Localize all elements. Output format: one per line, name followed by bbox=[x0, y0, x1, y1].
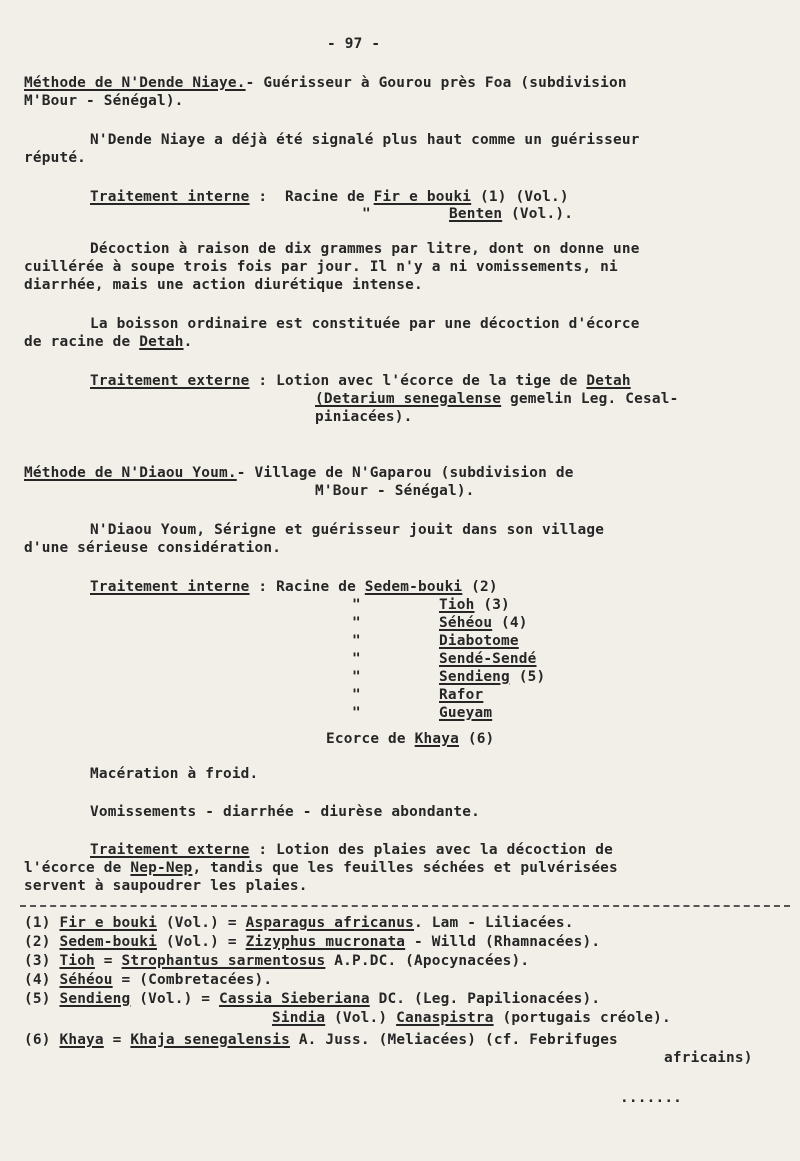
footnote-6-sci: Khaja senegalensis bbox=[130, 1032, 290, 1048]
method2-root-5-name: Sendieng bbox=[439, 669, 510, 685]
method1-external-line3: piniacées). bbox=[315, 409, 413, 425]
method2-root-6-name: Rafor bbox=[439, 687, 484, 703]
footnote-4 bbox=[24, 971, 272, 989]
footnote-1 bbox=[24, 914, 574, 932]
footnote-1-mid: (Vol.) = bbox=[156, 915, 246, 931]
footnote-5b-mid: (Vol.) bbox=[325, 1010, 397, 1026]
footnote-3-sci: Strophantus sarmentosus bbox=[121, 953, 326, 969]
method1-intro-line1: N'Dende Niaye a déjà été signalé plus haut comme un guérisseur bbox=[90, 132, 640, 148]
method2-bark bbox=[326, 730, 494, 748]
method1-drink-plant: Detah bbox=[139, 334, 184, 350]
footnote-5-rest: DC. (Leg. Papilionacées). bbox=[369, 991, 601, 1007]
method2-ditto-7: " bbox=[352, 705, 361, 721]
method2-ditto-4: " bbox=[352, 651, 361, 667]
footnote-4-name: Séhéou bbox=[59, 972, 113, 988]
footnote-1-num: (1) bbox=[24, 915, 51, 931]
method2-ditto-3: " bbox=[352, 633, 361, 649]
method2-external-line1-suffix: : Lotion des plaies avec la décoction de bbox=[249, 842, 613, 858]
footnote-3 bbox=[24, 952, 529, 970]
footnote-2 bbox=[24, 933, 600, 951]
footnote-6-rest: A. Juss. (Meliacées) (cf. Febrifuges bbox=[289, 1032, 618, 1048]
method2-root-2-suffix: (4) bbox=[492, 615, 528, 631]
footnote-2-sci: Zizyphus mucronata bbox=[245, 934, 406, 950]
method2-ditto-6: " bbox=[352, 687, 361, 703]
footnote-5-mid: (Vol.) = bbox=[130, 991, 220, 1007]
method2-root-4-name: Sendé-Sendé bbox=[439, 651, 537, 667]
method1-internal-treatment bbox=[90, 188, 569, 206]
footnote-6-mid: = bbox=[103, 1032, 131, 1048]
method2-external-treatment bbox=[90, 841, 613, 859]
method1-internal-sep: : Racine de bbox=[249, 189, 374, 205]
footnote-1-rest: . Lam - Liliacées. bbox=[414, 915, 574, 931]
method1-external-mid: : Lotion avec l'écorce de la tige de bbox=[249, 373, 587, 389]
method1-decoction-line2: cuillérée à soupe trois fois par jour. Il n'y a ni vomissements, ni bbox=[24, 259, 618, 275]
method1-root2 bbox=[449, 205, 573, 223]
method2-ditto-5: " bbox=[352, 669, 361, 685]
method2-bark-name: Khaya bbox=[414, 731, 459, 747]
footnote-5-name: Sendieng bbox=[59, 991, 131, 1007]
footnote-5-sci: Cassia Sieberiana bbox=[219, 991, 370, 1007]
method2-root-0-name: Sedem-bouki bbox=[364, 579, 463, 595]
footnote-separator bbox=[20, 905, 790, 907]
method1-decoction-line1: Décoction à raison de dix grammes par litre, dont on donne une bbox=[90, 241, 640, 257]
footnote-2-num: (2) bbox=[24, 934, 51, 950]
method2-heading bbox=[24, 464, 574, 482]
footnote-5b bbox=[272, 1009, 671, 1027]
method2-root-1 bbox=[439, 596, 510, 614]
ellipsis-end: ....... bbox=[620, 1090, 683, 1106]
method2-place: - Village de N'Gaparou (subdivision de bbox=[236, 465, 574, 481]
method1-external-sci: (Detarium senegalense bbox=[315, 391, 502, 407]
footnote-2-mid: (Vol.) = bbox=[156, 934, 246, 950]
footnote-6-num: (6) bbox=[24, 1032, 51, 1048]
method1-root1-name: Fir e bouki bbox=[373, 189, 472, 205]
method2-root-7 bbox=[439, 704, 492, 722]
method1-drink-suffix: . bbox=[183, 334, 193, 350]
method1-heading bbox=[24, 74, 627, 92]
method1-root2-name: Benten bbox=[449, 206, 503, 222]
method2-title: Méthode de N'Diaou Youm. bbox=[24, 465, 237, 481]
method2-internal-label: Traitement interne bbox=[90, 579, 250, 595]
method1-drink-line1: La boisson ordinaire est constituée par une décoction d'écorce bbox=[90, 316, 640, 332]
method2-external-line2 bbox=[24, 859, 618, 877]
method2-root-3-name: Diabotome bbox=[439, 633, 519, 649]
method1-drink-prefix: de racine de bbox=[24, 334, 140, 350]
footnote-5 bbox=[24, 990, 600, 1008]
method1-external-plant: Detah bbox=[586, 373, 631, 389]
method2-intro-line2: d'une sérieuse considération. bbox=[24, 540, 282, 556]
method2-intro-line1: N'Diaou Youm, Sérigne et guérisseur jouit dans son village bbox=[90, 522, 605, 538]
method1-internal-label: Traitement interne bbox=[90, 189, 250, 205]
method2-ditto-2: " bbox=[352, 615, 361, 631]
footnote-3-mid: = bbox=[94, 953, 122, 969]
method2-bark-prefix: Ecorce de bbox=[326, 731, 415, 747]
method2-ditto-1: " bbox=[352, 597, 361, 613]
footnote-2-name: Sedem-bouki bbox=[59, 934, 157, 950]
method2-root-2-name: Séhéou bbox=[439, 615, 493, 631]
method1-place-line2: M'Bour - Sénégal). bbox=[24, 93, 184, 109]
footnote-3-name: Tioh bbox=[59, 953, 95, 969]
method2-root-1-name: Tioh bbox=[439, 597, 475, 613]
method2-root-5-suffix: (5) bbox=[509, 669, 546, 685]
method1-root1-suffix: (1) (Vol.) bbox=[471, 189, 569, 205]
method2-external-label: Traitement externe bbox=[90, 842, 250, 858]
footnote-3-num: (3) bbox=[24, 953, 51, 969]
footnote-4-rest: = (Combretacées). bbox=[112, 972, 273, 988]
footnote-2-rest: - Willd (Rhamnacées). bbox=[405, 934, 601, 950]
method2-root-2 bbox=[439, 614, 528, 632]
method2-external-line2-suffix: , tandis que les feuilles séchées et pulvérisées bbox=[192, 860, 618, 876]
footnote-5b-rest: (portugais créole). bbox=[493, 1010, 671, 1026]
method1-external-line2-suffix: gemelin Leg. Cesal- bbox=[501, 391, 679, 407]
method2-root-1-suffix: (3) bbox=[474, 597, 510, 613]
method1-external-label: Traitement externe bbox=[90, 373, 250, 389]
method2-internal-treatment bbox=[90, 578, 498, 596]
method2-root-7-name: Gueyam bbox=[439, 705, 493, 721]
footnote-6b: africains) bbox=[664, 1050, 753, 1066]
method2-effects: Vomissements - diarrhée - diurèse abondante. bbox=[90, 804, 481, 820]
footnote-4-num: (4) bbox=[24, 972, 51, 988]
method2-external-plant: Nep-Nep bbox=[130, 860, 193, 876]
footnote-3-rest: A.P.DC. (Apocynacées). bbox=[325, 953, 530, 969]
footnote-5b-name: Sindia bbox=[272, 1010, 326, 1026]
method1-intro-line2: réputé. bbox=[24, 150, 87, 166]
page-number: - 97 - bbox=[327, 36, 381, 52]
footnote-5-num: (5) bbox=[24, 991, 51, 1007]
method1-place: - Guérisseur à Gourou près Foa (subdivision bbox=[245, 75, 627, 91]
method2-external-prefix: l'écorce de bbox=[24, 860, 131, 876]
footnote-1-name: Fir e bouki bbox=[59, 915, 157, 931]
method1-decoction-line3: diarrhée, mais une action diurétique intense. bbox=[24, 277, 423, 293]
method1-external-treatment bbox=[90, 372, 631, 390]
method1-drink-line2 bbox=[24, 333, 192, 351]
method1-root2-suffix: (Vol.). bbox=[502, 206, 574, 222]
footnote-5b-sci: Canaspistra bbox=[396, 1010, 494, 1026]
method1-external-line2 bbox=[315, 390, 678, 408]
method1-ditto-mark: " bbox=[362, 206, 371, 222]
footnote-1-sci: Asparagus africanus bbox=[245, 915, 415, 931]
method2-root-0-suffix: (2) bbox=[462, 579, 498, 595]
method2-root-4 bbox=[439, 650, 537, 668]
method2-bark-suffix: (6) bbox=[458, 731, 495, 747]
method2-internal-sep: : Racine de bbox=[249, 579, 365, 595]
method1-title: Méthode de N'Dende Niaye. bbox=[24, 75, 246, 91]
method2-root-6 bbox=[439, 686, 483, 704]
footnote-6-name: Khaya bbox=[59, 1032, 104, 1048]
footnote-6 bbox=[24, 1031, 618, 1049]
method2-root-5 bbox=[439, 668, 545, 686]
method2-external-line3: servent à saupoudrer les plaies. bbox=[24, 878, 308, 894]
method2-place-line2: M'Bour - Sénégal). bbox=[315, 483, 475, 499]
method2-root-3 bbox=[439, 632, 519, 650]
method2-maceration: Macération à froid. bbox=[90, 766, 259, 782]
